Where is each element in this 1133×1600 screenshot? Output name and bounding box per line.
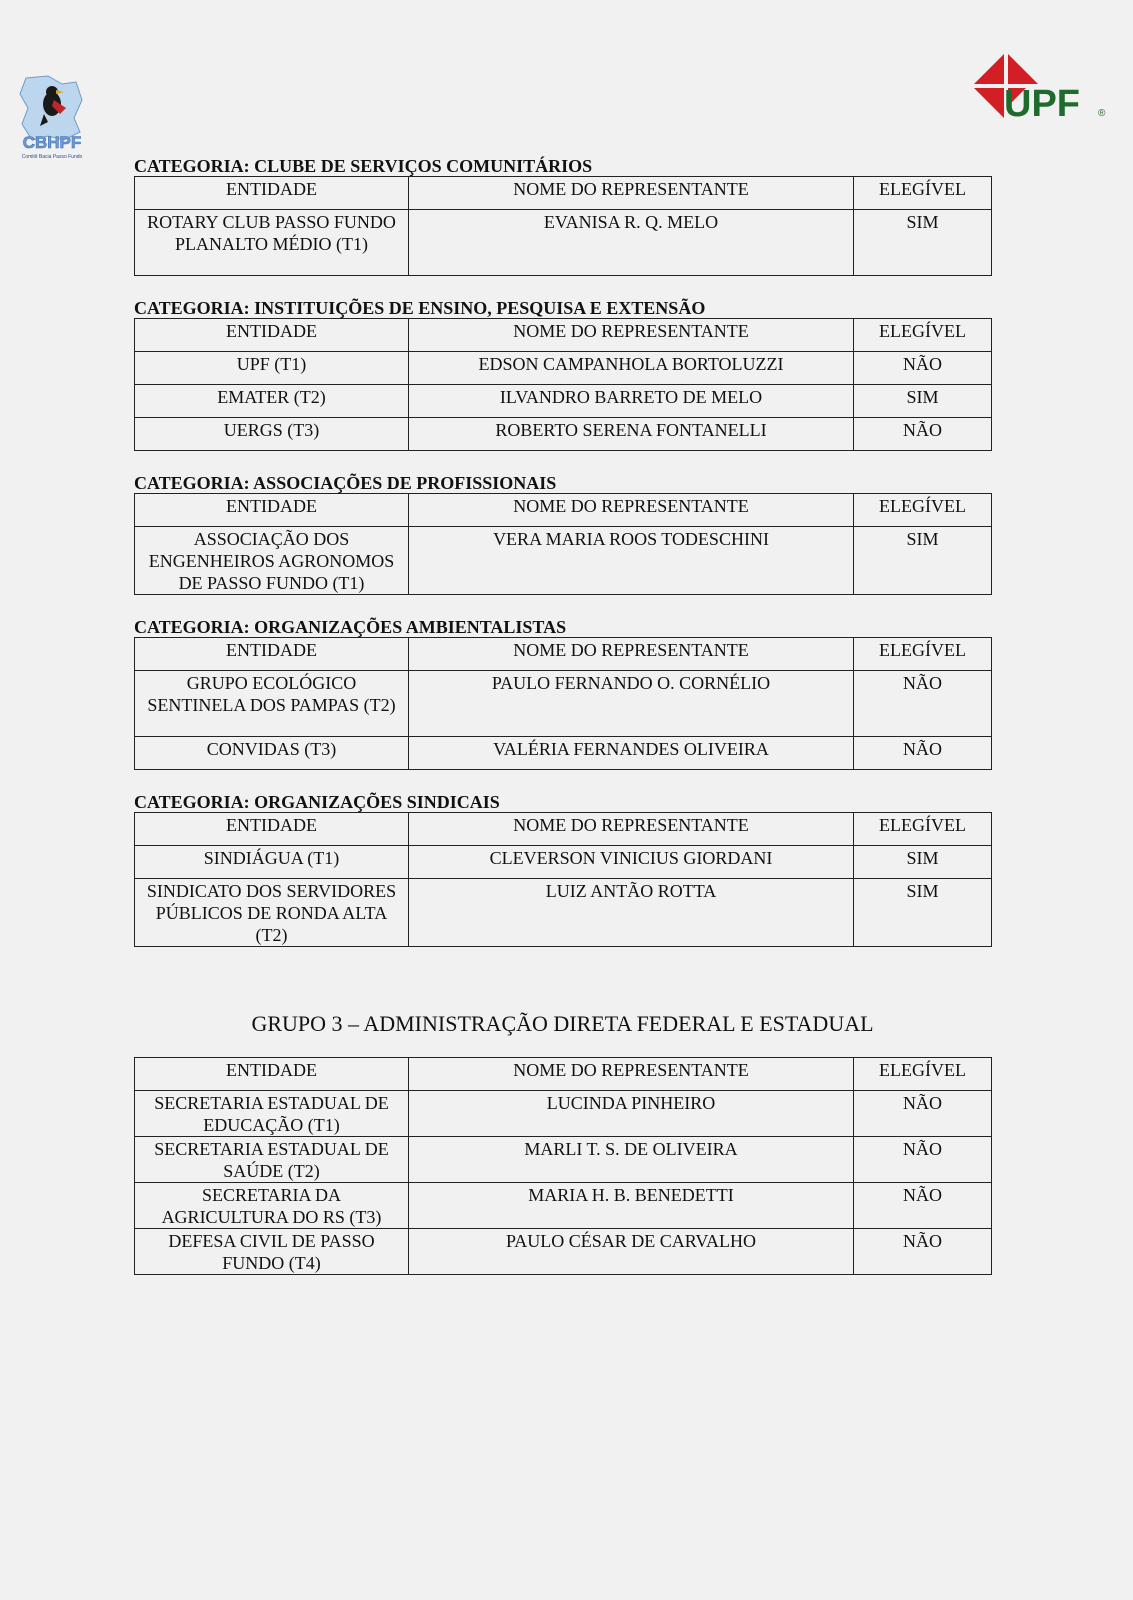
- cell-elegivel: SIM: [854, 527, 992, 595]
- cell-entidade: DEFESA CIVIL DE PASSO FUNDO (T4): [135, 1229, 409, 1275]
- cell-elegivel: NÃO: [854, 1229, 992, 1275]
- cell-entidade: SINDICATO DOS SERVIDORES PÚBLICOS DE RONDA ALTA (T2): [135, 879, 409, 947]
- cell-nome: LUIZ ANTÃO ROTTA: [409, 879, 854, 947]
- svg-text:UPF: UPF: [1004, 83, 1080, 122]
- cell-elegivel: NÃO: [854, 1183, 992, 1229]
- cell-entidade: UERGS (T3): [135, 418, 409, 451]
- table-row: [135, 846, 992, 879]
- document-body: [134, 156, 991, 1297]
- section-associacoes-profissionais: [134, 473, 991, 595]
- table-row: [135, 527, 992, 595]
- cell-nome: EDSON CAMPANHOLA BORTOLUZZI: [409, 352, 854, 385]
- cell-nome: VERA MARIA ROOS TODESCHINI: [409, 527, 854, 595]
- cell-entidade: SECRETARIA ESTADUAL DE EDUCAÇÃO (T1): [135, 1091, 409, 1137]
- cell-elegivel: NÃO: [854, 1137, 992, 1183]
- section-clube-servicos: [134, 156, 991, 276]
- header-nome: NOME DO REPRESENTANTE: [409, 177, 854, 210]
- cell-elegivel: NÃO: [854, 352, 992, 385]
- cell-elegivel: NÃO: [854, 1091, 992, 1137]
- cell-nome: LUCINDA PINHEIRO: [409, 1091, 854, 1137]
- table-row: [135, 1091, 992, 1137]
- cell-nome: PAULO FERNANDO O. CORNÉLIO: [409, 671, 854, 737]
- header-nome: NOME DO REPRESENTANTE: [409, 319, 854, 352]
- header-nome: NOME DO REPRESENTANTE: [409, 813, 854, 846]
- header-entidade: ENTIDADE: [135, 494, 409, 527]
- header-nome: NOME DO REPRESENTANTE: [409, 494, 854, 527]
- representatives-table: [134, 493, 992, 595]
- section-grupo-3: [134, 1011, 991, 1275]
- svg-text:®: ®: [1098, 108, 1106, 119]
- cell-entidade: UPF (T1): [135, 352, 409, 385]
- cell-nome: VALÉRIA FERNANDES OLIVEIRA: [409, 737, 854, 770]
- cell-entidade: SINDIÁGUA (T1): [135, 846, 409, 879]
- header-elegivel: ELEGÍVEL: [854, 813, 992, 846]
- cbhpf-logo: [14, 74, 90, 164]
- category-title: CATEGORIA: ASSOCIAÇÕES DE PROFISSIONAIS: [134, 473, 557, 493]
- cell-entidade: ASSOCIAÇÃO DOS ENGENHEIROS AGRONOMOS DE PASSO FUNDO (T1): [135, 527, 409, 595]
- table-row: [135, 418, 992, 451]
- table-header-row: [135, 813, 992, 846]
- header-entidade: ENTIDADE: [135, 638, 409, 671]
- cell-nome: ROBERTO SERENA FONTANELLI: [409, 418, 854, 451]
- cell-entidade: GRUPO ECOLÓGICO SENTINELA DOS PAMPAS (T2): [135, 671, 409, 737]
- cell-elegivel: SIM: [854, 210, 992, 276]
- header-entidade: ENTIDADE: [135, 177, 409, 210]
- table-row: [135, 1229, 992, 1275]
- cell-elegivel: SIM: [854, 846, 992, 879]
- table-header-row: [135, 1058, 992, 1091]
- header-elegivel: ELEGÍVEL: [854, 494, 992, 527]
- cell-nome: EVANISA R. Q. MELO: [409, 210, 854, 276]
- table-row: [135, 1183, 992, 1229]
- section-instituicoes-ensino: [134, 298, 991, 451]
- section-organizacoes-sindicais: [134, 792, 991, 947]
- svg-text:CBHPF: CBHPF: [22, 133, 82, 152]
- header-entidade: ENTIDADE: [135, 319, 409, 352]
- table-row: [135, 352, 992, 385]
- table-row: [135, 879, 992, 947]
- category-title: CATEGORIA: CLUBE DE SERVIÇOS COMUNITÁRIOS: [134, 156, 593, 176]
- header-elegivel: ELEGÍVEL: [854, 1058, 992, 1091]
- cell-elegivel: SIM: [854, 385, 992, 418]
- cell-nome: PAULO CÉSAR DE CARVALHO: [409, 1229, 854, 1275]
- cell-nome: MARLI T. S. DE OLIVEIRA: [409, 1137, 854, 1183]
- header-elegivel: ELEGÍVEL: [854, 319, 992, 352]
- category-title: CATEGORIA: ORGANIZAÇÕES AMBIENTALISTAS: [134, 617, 567, 637]
- cell-entidade: ROTARY CLUB PASSO FUNDO PLANALTO MÉDIO (T1): [135, 210, 409, 276]
- table-header-row: [135, 177, 992, 210]
- cell-elegivel: NÃO: [854, 418, 992, 451]
- header-elegivel: ELEGÍVEL: [854, 638, 992, 671]
- cell-nome: ILVANDRO BARRETO DE MELO: [409, 385, 854, 418]
- section-organizacoes-ambientalistas: [134, 617, 991, 770]
- header-elegivel: ELEGÍVEL: [854, 177, 992, 210]
- cell-elegivel: NÃO: [854, 671, 992, 737]
- table-header-row: [135, 638, 992, 671]
- cell-nome: CLEVERSON VINICIUS GIORDANI: [409, 846, 854, 879]
- cell-nome: MARIA H. B. BENEDETTI: [409, 1183, 854, 1229]
- cell-entidade: CONVIDAS (T3): [135, 737, 409, 770]
- upf-logo: [970, 52, 1110, 122]
- table-header-row: [135, 319, 992, 352]
- table-row: [135, 210, 992, 276]
- representatives-table: [134, 637, 992, 770]
- representatives-table: [134, 1057, 992, 1275]
- cell-elegivel: SIM: [854, 879, 992, 947]
- svg-text:Comitê Bacia Passo Fundo: Comitê Bacia Passo Fundo: [21, 154, 83, 160]
- cell-entidade: EMATER (T2): [135, 385, 409, 418]
- cell-entidade: SECRETARIA DA AGRICULTURA DO RS (T3): [135, 1183, 409, 1229]
- grupo-title: GRUPO 3 – ADMINISTRAÇÃO DIRETA FEDERAL E ESTADUAL: [251, 1011, 874, 1036]
- cell-elegivel: NÃO: [854, 737, 992, 770]
- table-row: [135, 737, 992, 770]
- table-row: [135, 385, 992, 418]
- category-title: CATEGORIA: ORGANIZAÇÕES SINDICAIS: [134, 792, 500, 812]
- category-title: CATEGORIA: INSTITUIÇÕES DE ENSINO, PESQUISA E EXTENSÃO: [134, 298, 706, 318]
- header-entidade: ENTIDADE: [135, 813, 409, 846]
- table-row: [135, 1137, 992, 1183]
- cell-entidade: SECRETARIA ESTADUAL DE SAÚDE (T2): [135, 1137, 409, 1183]
- table-header-row: [135, 494, 992, 527]
- representatives-table: [134, 318, 992, 451]
- header-entidade: ENTIDADE: [135, 1058, 409, 1091]
- table-row: [135, 671, 992, 737]
- representatives-table: [134, 176, 992, 276]
- header-nome: NOME DO REPRESENTANTE: [409, 638, 854, 671]
- header-nome: NOME DO REPRESENTANTE: [409, 1058, 854, 1091]
- representatives-table: [134, 812, 992, 947]
